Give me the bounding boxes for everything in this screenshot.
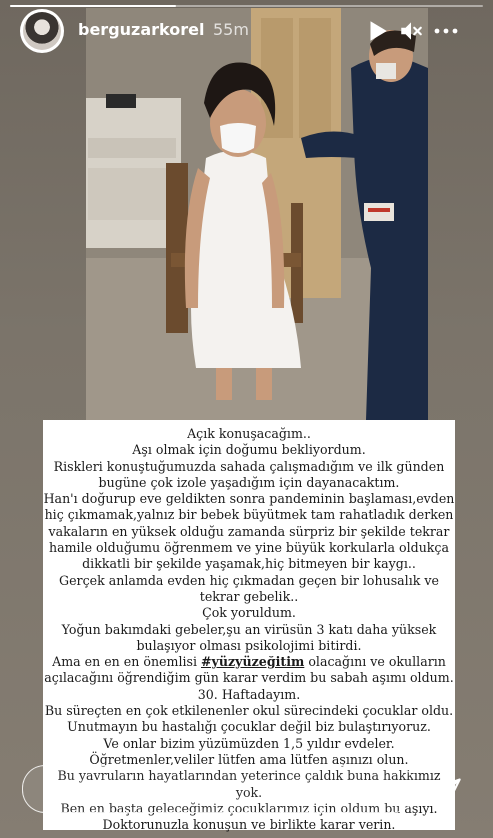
reply-input[interactable] [22, 765, 416, 813]
caption-text-before: Ama en en en önemlisi [52, 654, 201, 670]
timestamp: 55m [213, 20, 249, 39]
caption-line: Yoğun bakımdaki gebeler,şu an virüsün 3 katı daha yüksek bulaşıyor olması psikolojimi bitirdi. [61, 621, 437, 653]
caption-line: Bu yavruların hayatlarından yeterince çaldık buna hakkımız yok. [57, 768, 441, 800]
reply-placeholder: Reply to berguzarkorel... [52, 779, 236, 797]
send-icon[interactable] [434, 776, 462, 804]
story-photo [86, 8, 428, 420]
caption-line: Aşı olmak için doğumu bekliyordum. [132, 442, 366, 458]
caption-line: Doktorunuzla konuşun ve birlikte karar verin. [102, 817, 396, 833]
caption-line: Han'ı doğurup eve geldikten sonra pandeminin başlaması,evden hiç çıkmamak,yalnız bir bebek büyütmek tam rahatladık derken vakaların en yüksek olduğu zamanda sürpriz bir şekilde tekrar hamile olduğumu öğrenmem ve yine büyük korkularla oldukça dikkatli bir şekilde yaşamak,hiç bitmeyen bir kaygı.. [43, 491, 455, 572]
hashtag-link[interactable]: #yüzyüzeğitim [201, 654, 305, 670]
caption-line: Unutmayın bu hastalığı çocuklar değil biz bulaştırıyoruz. [67, 719, 431, 735]
caption-line: Ve onlar bizim yüzümüzden 1,5 yıldır evdeler. [103, 735, 395, 751]
avatar[interactable] [20, 9, 64, 53]
avatar-image [23, 12, 61, 50]
play-icon[interactable] [364, 18, 390, 44]
caption-line: Çok yoruldum. [202, 605, 296, 621]
more-icon[interactable] [433, 18, 459, 44]
caption-line: 30. Haftadayım. [197, 686, 301, 702]
username[interactable]: berguzarkorel [78, 20, 205, 39]
caption-line: Riskleri konuştuğumuzda sahada çalışmadığım ve ilk günden bugüne çok izole yaşadığım için dayanacaktım. [53, 458, 445, 490]
mute-icon[interactable] [398, 18, 424, 44]
caption-line: Ben en başta geleceğimiz çocuklarımız için oldum bu aşıyı. [60, 800, 438, 816]
story-header [0, 0, 493, 64]
caption-line-hashtag [43, 654, 455, 687]
caption-text-after: olacağını ve okulların açılacağını öğrendiğim gün karar verdim bu sabah aşımı oldum. [44, 654, 454, 686]
caption-line: Öğretmenler,veliler lütfen ama lütfen aşınızı olun. [89, 751, 409, 767]
caption-line: Gerçek anlamda evden hiç çıkmadan geçen bir lohusalık ve tekrar gebelik.. [59, 572, 439, 604]
vaccination-scene [86, 8, 428, 420]
caption-line: Bu süreçten en çok etkilenenler okul sürecindeki çocuklar oldu. [44, 703, 454, 719]
caption-line: Açık konuşacağım.. [187, 426, 311, 441]
